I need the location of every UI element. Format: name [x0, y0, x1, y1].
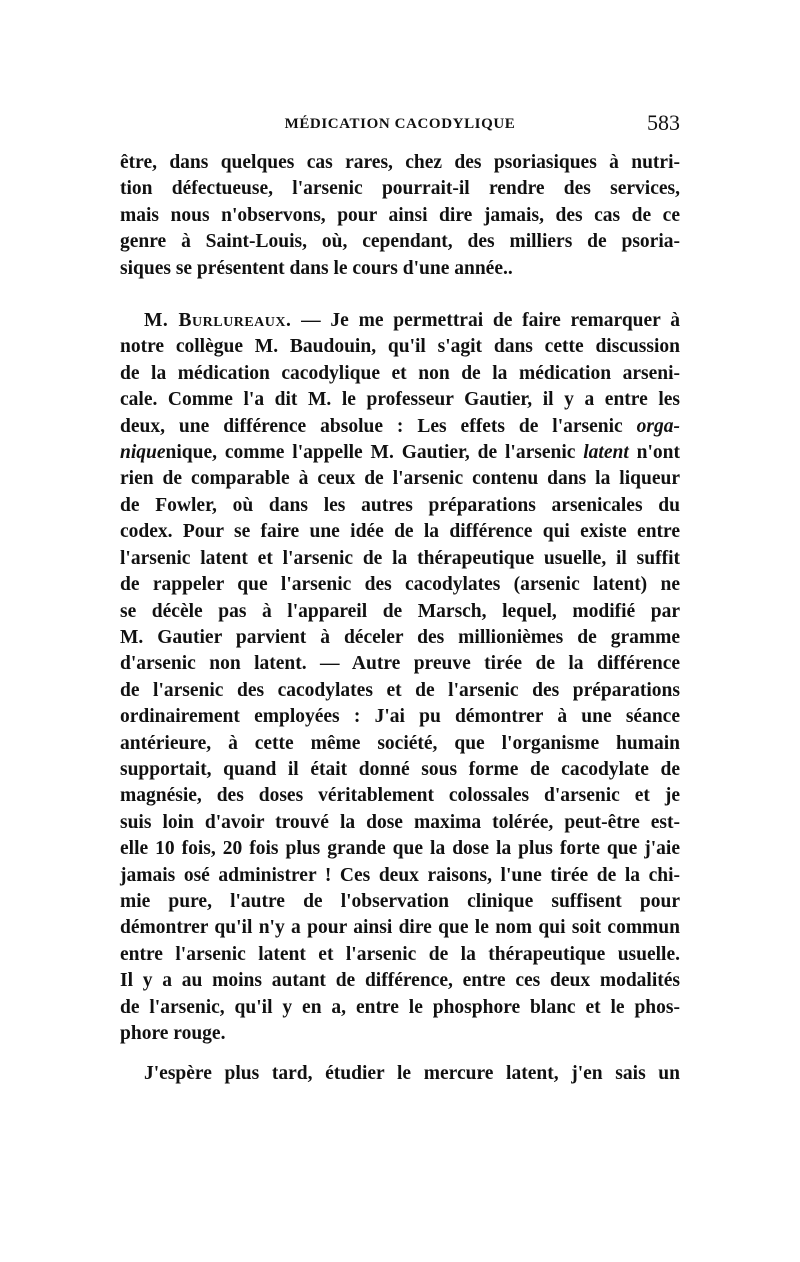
text-line: supportait, quand il était donné sous forme de cacodylate de [120, 758, 680, 780]
italic-term: orga- [636, 415, 680, 437]
text-line: J'espère plus tard, étudier le mercure latent, j'en sais un [144, 1063, 680, 1085]
text-line: rien de comparable à ceux de l'arsenic contenu dans la liqueur [120, 468, 680, 490]
text-line: mais nous n'observons, pour ainsi dire jamais, des cas de ce [120, 204, 680, 226]
text-line: cale. Comme l'a dit M. le professeur Gautier, il y a entre les [120, 389, 680, 411]
text-fragment: n'ont [628, 442, 680, 464]
text-fragment: deux, une différence absolue : Les effets de l'arsenic [120, 415, 637, 437]
text-line: démontrer qu'il n'y a pour ainsi dire que le nom qui soit commun [120, 917, 680, 939]
text-line: codex. Pour se faire une idée de la différence qui existe entre [120, 521, 680, 543]
text-line: être, dans quelques cas rares, chez des psoriasiques à nutri- [120, 152, 680, 173]
text-line: de la médication cacodylique et non de la médication arseni- [120, 362, 680, 384]
text-line: de rappeler que l'arsenic des cacodylates (arsenic latent) ne [120, 574, 680, 596]
italic-term: nique [120, 442, 166, 464]
page-number: 583 [647, 110, 680, 135]
running-title: MÉDICATION CACODYLIQUE [284, 116, 516, 132]
text-line: antérieure, à cette même société, que l'organisme humain [120, 732, 680, 754]
text-line [120, 308, 680, 334]
text-line: notre collègue M. Baudouin, qu'il s'agit dans cette discussion [120, 336, 680, 358]
text-line: siques se présentent dans le cours d'une année.. [120, 257, 513, 279]
text-line: ordinairement employées : J'ai pu démontrer à une séance [120, 706, 680, 728]
italic-term: latent [583, 442, 629, 464]
paragraph-final [120, 1061, 680, 1087]
text-line: jamais osé administrer ! Ces deux raisons, l'une tirée de la chi- [120, 864, 680, 886]
book-page [120, 110, 680, 1088]
text-line: de l'arsenic, qu'il y en a, entre le phosphore blanc et le phos- [120, 996, 680, 1018]
text-line: d'arsenic non latent. — Autre preuve tirée de la différence [120, 653, 680, 675]
paragraph-burlureaux [120, 308, 680, 1047]
text-line: Il y a au moins autant de différence, entre ces deux modalités [120, 970, 680, 992]
text-line: se décèle pas à l'appareil de Marsch, lequel, modifié par [120, 600, 680, 622]
text-line: l'arsenic latent et l'arsenic de la thérapeutique usuelle, il suffit [120, 547, 680, 569]
text-line: phore rouge. [120, 1023, 226, 1044]
text-line [120, 414, 680, 440]
text-line: genre à Saint-Louis, où, cependant, des milliers de psoria- [120, 231, 680, 253]
running-head [120, 110, 680, 138]
text-line: tion défectueuse, l'arsenic pourrait-il rendre des services, [120, 178, 680, 200]
speaker-name: M. Burlureaux. [144, 310, 292, 332]
paragraph-continuation [120, 150, 680, 282]
text-line: de Fowler, où dans les autres préparations arsenicales du [120, 494, 680, 516]
text-fragment: — Je me permettrai de faire remarquer à [291, 310, 680, 332]
text-line: elle 10 fois, 20 fois plus grande que la dose la plus forte que j'aie [120, 838, 680, 860]
text-line: mie pure, l'autre de l'observation clinique suffisent pour [120, 890, 680, 912]
text-line [120, 440, 680, 466]
text-line: de l'arsenic des cacodylates et de l'arsenic des préparations [120, 679, 680, 701]
text-line: suis loin d'avoir trouvé la dose maxima tolérée, peut-être est- [120, 811, 680, 833]
text-line: entre l'arsenic latent et l'arsenic de la thérapeutique usuelle. [120, 943, 680, 965]
text-line: M. Gautier parvient à déceler des millionièmes de gramme [120, 626, 680, 648]
text-line: magnésie, des doses véritablement colossales d'arsenic et je [120, 785, 680, 807]
text-fragment: nique, comme l'appelle M. Gautier, de l'arsenic [165, 442, 584, 464]
